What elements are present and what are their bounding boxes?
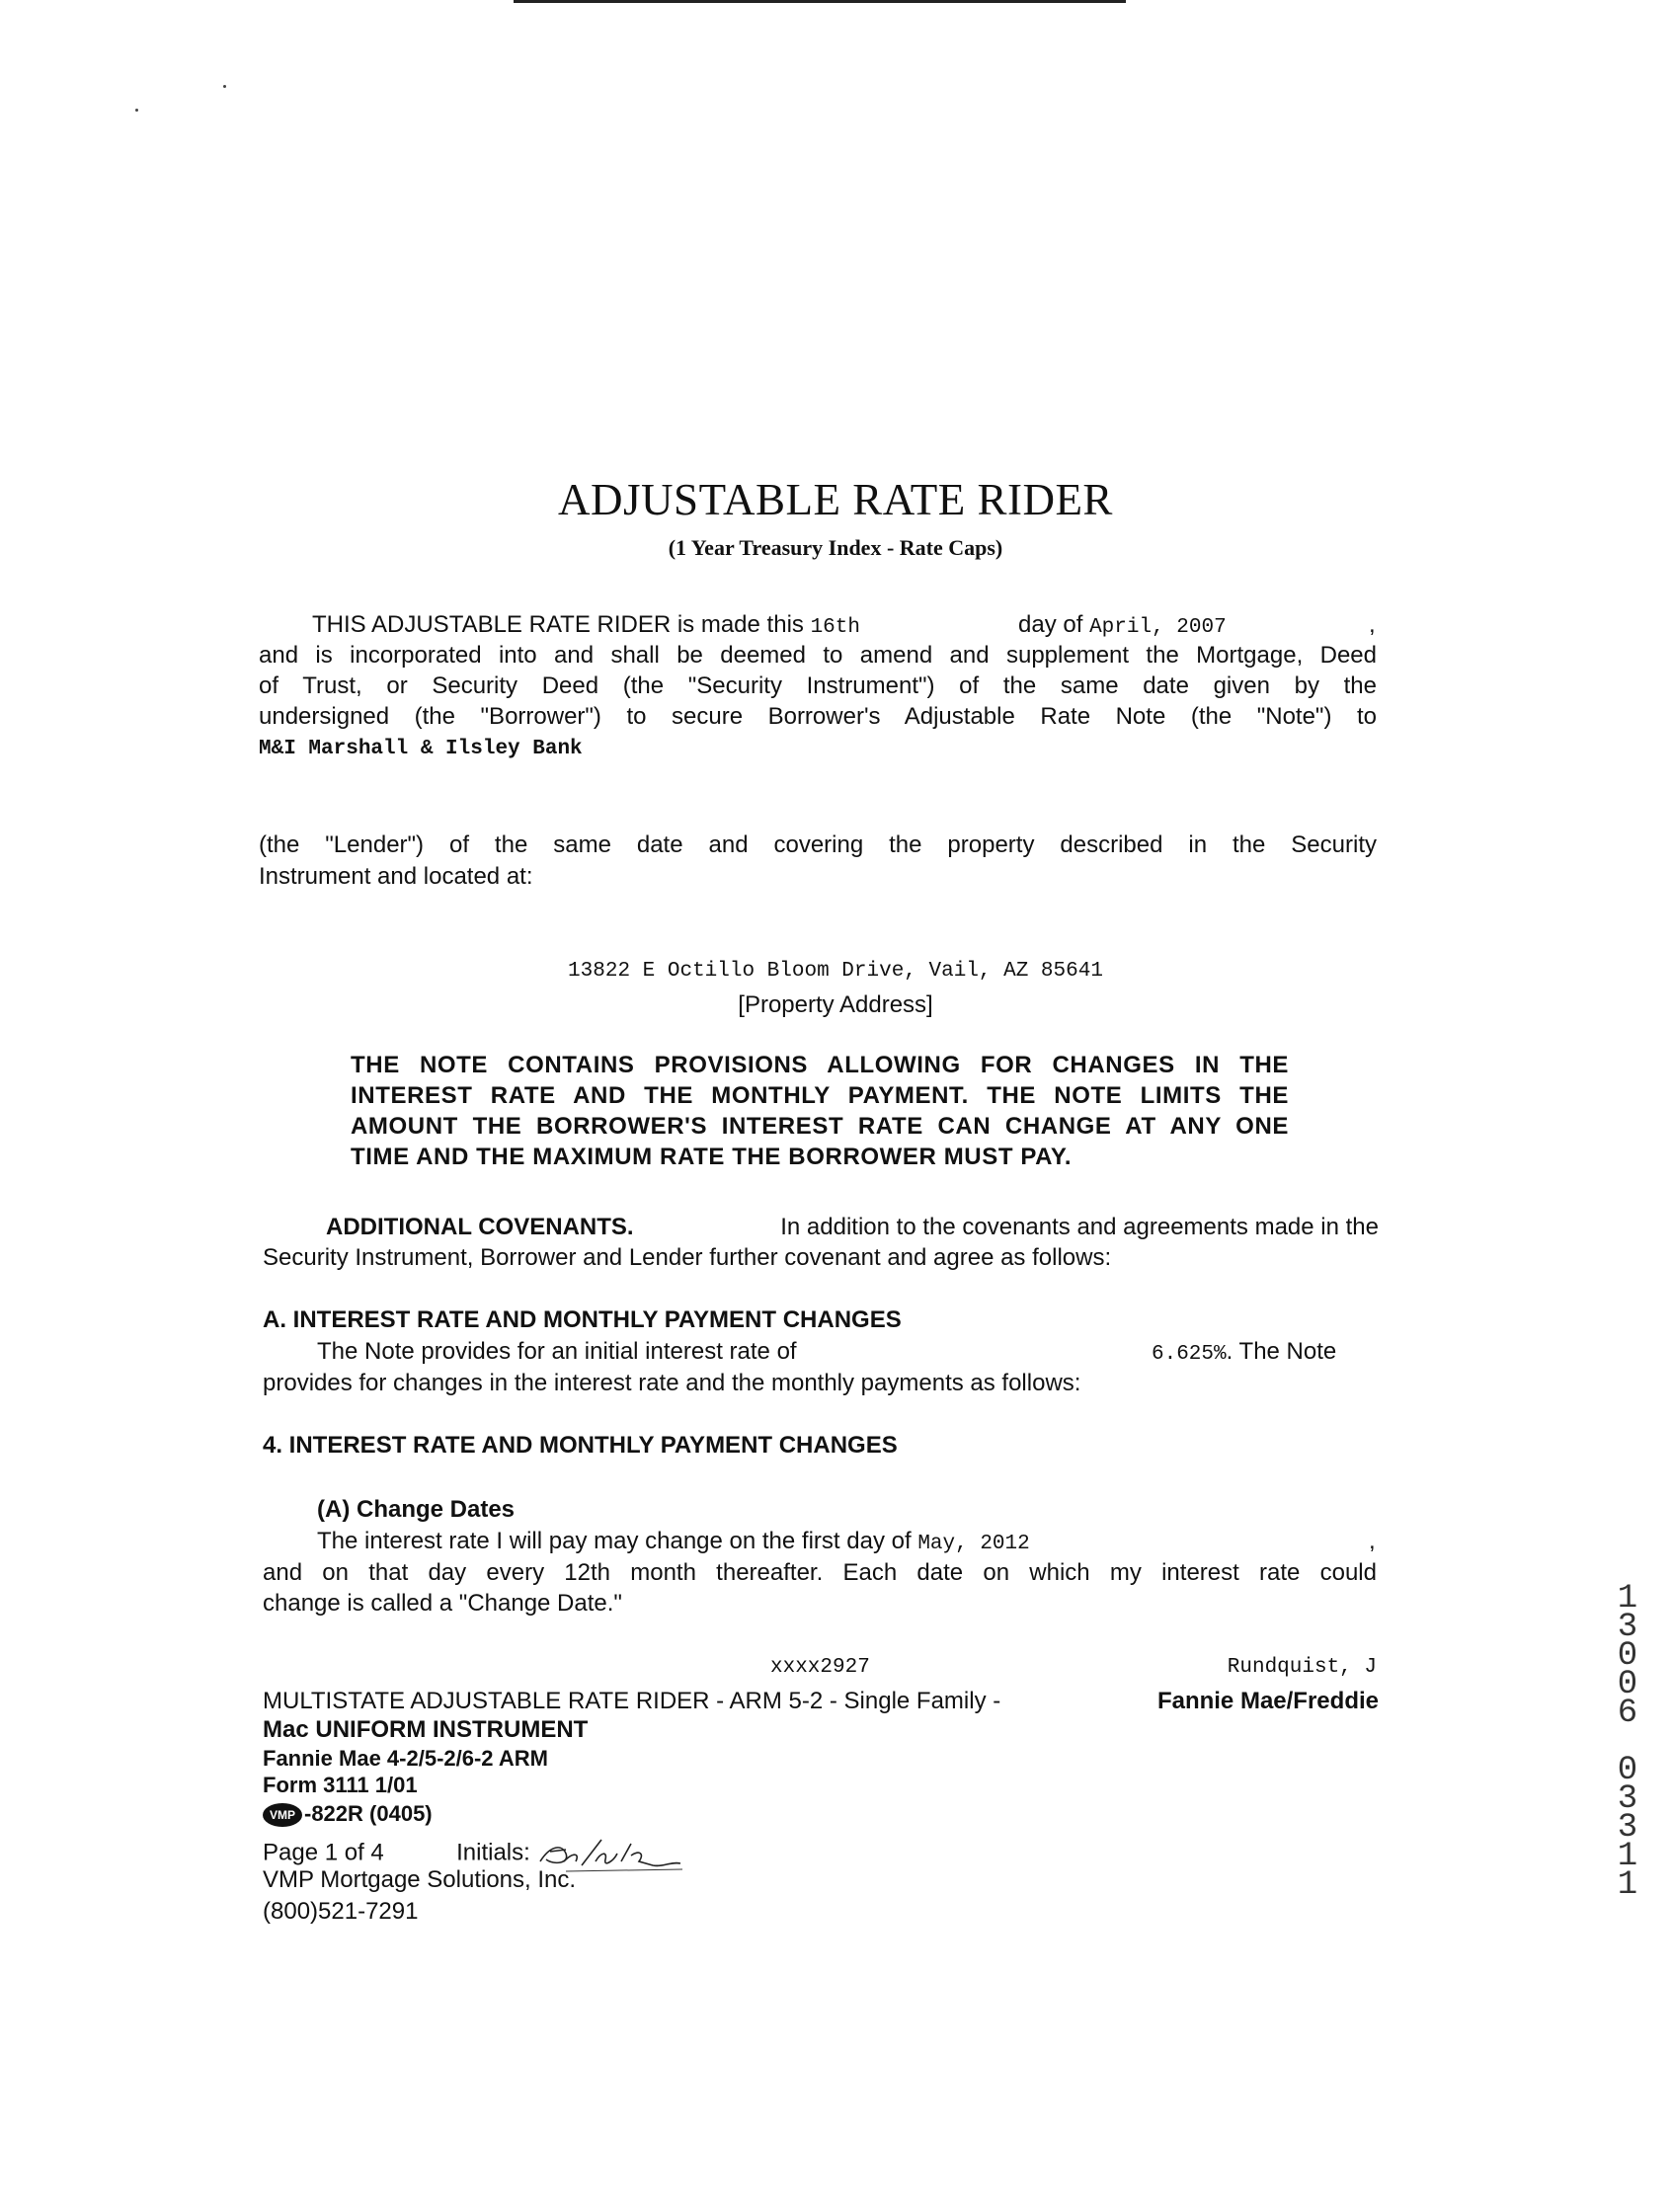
intro-comma: ,: [1369, 611, 1376, 638]
covenants-label: ADDITIONAL COVENANTS.: [326, 1214, 634, 1240]
scan-edge-line: [514, 0, 1126, 3]
section-4-heading: 4. INTEREST RATE AND MONTHLY PAYMENT CHANGES: [263, 1432, 898, 1459]
stamp-digit: 3: [1617, 1609, 1638, 1646]
company-phone: (800)521-7291: [263, 1898, 419, 1925]
intro-line-2: and is incorporated into and shall be deemed to amend and supplement the Mortgage, Deed: [259, 642, 1377, 669]
notice-line-3: AMOUNT THE BORROWER'S INTEREST RATE CAN CHANGE AT ANY ONE: [351, 1113, 1289, 1140]
notice-line-1: THE NOTE CONTAINS PROVISIONS ALLOWING FOR CHANGES IN THE: [351, 1052, 1289, 1078]
intro-prefix: THIS ADJUSTABLE RATE RIDER is made this: [312, 611, 804, 638]
uniform-instrument: Mac UNIFORM INSTRUMENT: [263, 1716, 589, 1743]
section-a-heading: A. INTEREST RATE AND MONTHLY PAYMENT CHANGES: [263, 1306, 902, 1333]
covenants-text: In addition to the covenants and agreements made in the: [780, 1214, 1379, 1240]
company-name: VMP Mortgage Solutions, Inc.: [263, 1866, 577, 1893]
document-subtitle: (1 Year Treasury Index - Rate Caps): [668, 535, 1003, 560]
intro-day: 16th: [810, 616, 860, 639]
first-change-date: May, 2012: [917, 1533, 1030, 1555]
intro-line-3: of Trust, or Security Deed (the "Security Instrument") of the same date given by the: [259, 672, 1377, 699]
stamp-digit: 3: [1617, 1809, 1638, 1847]
section-a-line-1: The Note provides for an initial interest rate of: [317, 1338, 797, 1365]
scan-speck: [223, 85, 226, 88]
stamp-digit: 1: [1617, 1866, 1638, 1904]
initial-interest-rate: 6.625%: [1152, 1343, 1227, 1366]
initials-label: Initials:: [456, 1839, 530, 1866]
property-address: 13822 E Octillo Bloom Drive, Vail, AZ 85641: [568, 960, 1103, 983]
covenants-line-2: Security Instrument, Borrower and Lender further covenant and agree as follows:: [263, 1244, 1112, 1271]
notice-line-4: TIME AND THE MAXIMUM RATE THE BORROWER MUST PAY.: [351, 1144, 1073, 1170]
intro-month-year: April, 2007: [1089, 616, 1227, 639]
page-number: Page 1 of 4: [263, 1839, 384, 1866]
stamp-digit: 0: [1617, 1637, 1638, 1675]
change-dates-line-3: change is called a "Change Date.": [263, 1590, 622, 1617]
change-dates-heading: (A) Change Dates: [317, 1496, 516, 1523]
vmp-code: -822R (0405): [304, 1801, 433, 1826]
stamp-digit: 0: [1617, 1666, 1638, 1703]
loan-number: xxxx2927: [770, 1656, 870, 1679]
stamp-digit: 1: [1617, 1580, 1638, 1618]
change-dates-line-2: and on that day every 12th month thereafter. Each date on which my interest rate could: [263, 1559, 1377, 1586]
section-a-line-1-end: . The Note: [1226, 1338, 1337, 1365]
form-number: Form 3111 1/01: [263, 1773, 418, 1797]
change-dates-comma: ,: [1369, 1528, 1376, 1554]
stamp-digit: 3: [1617, 1780, 1638, 1818]
change-dates-line-1-text: The interest rate I will pay may change on the first day of: [317, 1528, 912, 1554]
scan-speck: [135, 109, 138, 112]
property-address-label: [Property Address]: [738, 991, 933, 1018]
vmp-code-line: [263, 1798, 433, 1829]
form-title-bold: Fannie Mae/Freddie: [1156, 1688, 1379, 1714]
stamp-digit: 1: [1617, 1838, 1638, 1875]
change-dates-line-1: [317, 1526, 1030, 1559]
stamp-digit: 6: [1617, 1695, 1638, 1732]
stamp-digit: 0: [1617, 1752, 1638, 1789]
lender-para-line-2: Instrument and located at:: [259, 863, 533, 890]
form-title: MULTISTATE ADJUSTABLE RATE RIDER - ARM 5-2 - Single Family -: [263, 1688, 1001, 1714]
vmp-logo-icon: VMP: [263, 1803, 302, 1827]
section-a-rate-line: [1152, 1336, 1336, 1370]
form-title-line: [263, 1686, 1379, 1716]
intro-day-of: [1018, 609, 1227, 643]
notice-block: [351, 1050, 1289, 1172]
intro-day-of-text: day of: [1018, 611, 1083, 638]
fannie-mae-arm: Fannie Mae 4-2/5-2/6-2 ARM: [263, 1746, 548, 1771]
covenants-line-1: [326, 1212, 1379, 1242]
lender-para-line-1: (the "Lender") of the same date and covering the property described in the Security: [259, 831, 1377, 858]
document-title: ADJUSTABLE RATE RIDER: [558, 475, 1113, 524]
side-stamp: [1608, 1580, 1647, 1904]
section-a-line-2: provides for changes in the interest rate and the monthly payments as follows:: [263, 1370, 1081, 1396]
borrower-name: Rundquist, J: [1227, 1656, 1377, 1679]
intro-line-1: [312, 609, 860, 643]
notice-line-2: INTEREST RATE AND THE MONTHLY PAYMENT. THE NOTE LIMITS THE: [351, 1082, 1289, 1109]
intro-line-4: undersigned (the "Borrower") to secure Borrower's Adjustable Rate Note (the "Note") to: [259, 703, 1377, 730]
lender-name: M&I Marshall & Ilsley Bank: [259, 738, 583, 760]
